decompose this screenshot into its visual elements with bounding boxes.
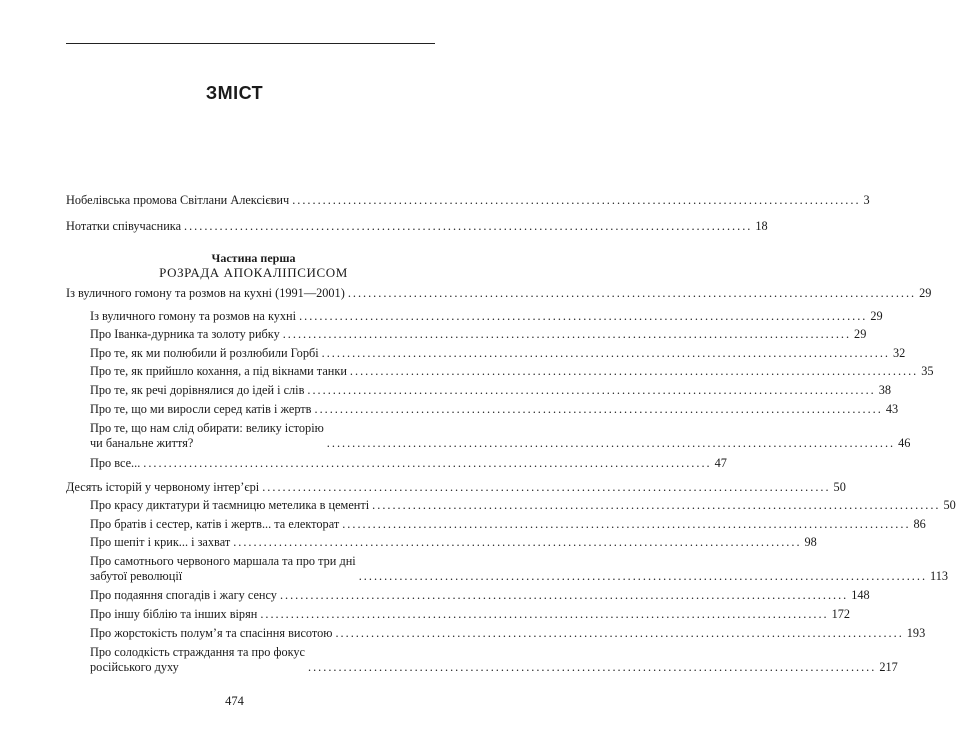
entry-page: 113	[930, 569, 949, 583]
toc-subentry[interactable]	[90, 645, 898, 675]
toc-entry-nobel-speech[interactable]	[66, 193, 870, 208]
toc-subentry[interactable]	[90, 626, 926, 641]
entry-label: Про шепіт і крик... і захват	[90, 535, 231, 549]
leader-dots: ................................................................................................................	[342, 517, 911, 531]
toc-subentry[interactable]	[90, 588, 870, 603]
leader-dots: ................................................................................................................	[307, 383, 876, 397]
entry-label-wrap	[90, 421, 324, 451]
entry-label: Нотатки співучасника	[66, 219, 182, 233]
entry-label: Про подаяння спогадів і жагу сенсу	[90, 588, 277, 602]
entry-page: 50	[943, 498, 956, 512]
leader-dots: ................................................................................................................	[308, 660, 877, 674]
leader-dots: ................................................................................................................	[349, 364, 919, 378]
entry-label: Про те, як ми полюбили й розлюбили Горбі	[90, 346, 319, 360]
entry-page: 29	[919, 286, 932, 300]
leader-dots: ................................................................................................................	[321, 346, 890, 360]
entry-page: 32	[892, 346, 906, 360]
entry-label-wrap	[90, 554, 356, 584]
entry-page: 3	[863, 193, 870, 207]
entry-label: Про іншу біблію та інших вірян	[90, 607, 258, 621]
toc-subentry[interactable]	[90, 554, 949, 584]
entry-page: 46	[898, 436, 911, 450]
entry-page: 50	[833, 480, 846, 494]
entry-page: 172	[831, 607, 851, 621]
toc-subentry[interactable]	[90, 327, 867, 342]
entry-label: Про братів і сестер, катів і жертв... та електорат	[90, 517, 340, 531]
entry-label: Про те, що нам слід обирати: велику історію	[90, 421, 324, 435]
entry-label-line2: забутої революції	[90, 569, 183, 583]
leader-dots: ................................................................................................................	[358, 569, 928, 583]
part-label: Частина перша	[211, 251, 296, 265]
toc-subentry[interactable]	[90, 421, 911, 451]
leader-dots: ................................................................................................................	[143, 456, 712, 470]
toc-subentry[interactable]	[90, 607, 851, 622]
entry-page: 38	[878, 383, 892, 397]
entry-page: 35	[921, 364, 934, 378]
leader-dots: ................................................................................................................	[372, 498, 941, 512]
entry-page: 98	[804, 535, 817, 549]
toc-subentry[interactable]	[90, 402, 899, 417]
toc-subentry[interactable]	[90, 346, 906, 361]
top-rule	[66, 43, 435, 44]
leader-dots: ................................................................................................................	[347, 286, 917, 300]
entry-label: Про красу диктатури й таємницю метелика в цементі	[90, 498, 370, 512]
entry-label: Про жорстокість полум’я та спасіння висотою	[90, 626, 333, 640]
part-title: РОЗРАДА АПОКАЛІПСИСОМ	[159, 265, 348, 280]
leader-dots: ................................................................................................................	[292, 193, 861, 207]
entry-label: Про все...	[90, 456, 141, 470]
leader-dots: ................................................................................................................	[335, 626, 904, 640]
entry-label: Про те, як речі дорівнялися до ідей і слів	[90, 383, 305, 397]
leader-dots: ................................................................................................................	[279, 588, 849, 602]
leader-dots: ................................................................................................................	[326, 436, 896, 450]
page-number: 474	[225, 694, 244, 708]
entry-page: 148	[851, 588, 870, 602]
entry-label: Нобелівська промова Світлани Алексієвич	[66, 193, 290, 207]
leader-dots: ................................................................................................................	[184, 219, 753, 233]
entry-label: Із вуличного гомону та розмов на кухні (1991—2001)	[66, 286, 345, 300]
toc-subentry[interactable]	[90, 309, 883, 324]
entry-label: Із вуличного гомону та розмов на кухні	[90, 309, 297, 323]
toc-subentry[interactable]	[90, 535, 817, 550]
entry-label: Про солодкість страждання та про фокус	[90, 645, 306, 659]
leader-dots: ................................................................................................................	[262, 480, 831, 494]
entry-page: 217	[879, 660, 898, 674]
entry-page: 47	[714, 456, 727, 470]
entry-label-line2: чи банальне життя?	[90, 436, 194, 450]
entry-label: Про те, як прийшло кохання, а під вікнами танки	[90, 364, 347, 378]
leader-dots: ................................................................................................................	[282, 327, 852, 341]
toc-entry-notes[interactable]	[66, 219, 768, 234]
toc-section-ten-stories[interactable]	[66, 480, 846, 495]
entry-page: 29	[870, 309, 883, 323]
entry-label-line2: російського духу	[90, 660, 179, 674]
entry-label: Десять історій у червоному інтер’єрі	[66, 480, 260, 494]
leader-dots: ................................................................................................................	[314, 402, 883, 416]
entry-label-wrap	[90, 645, 305, 675]
entry-page: 18	[755, 219, 768, 233]
leader-dots: ................................................................................................................	[233, 535, 802, 549]
entry-page: 86	[913, 517, 926, 531]
toc-section-street-noise[interactable]	[66, 286, 932, 301]
entry-label: Про Іванка-дурника та золоту рибку	[90, 327, 280, 341]
leader-dots: ................................................................................................................	[260, 607, 829, 621]
toc-subentry[interactable]	[90, 383, 892, 398]
toc-subentry[interactable]	[90, 498, 956, 513]
entry-label: Про те, що ми виросли серед катів і жертв	[90, 402, 312, 416]
toc-title: ЗМІСТ	[205, 83, 264, 103]
entry-label: Про самотнього червоного маршала та про три дні	[90, 554, 356, 568]
entry-page: 29	[854, 327, 867, 341]
toc-subentry[interactable]	[90, 517, 926, 532]
toc-subentry[interactable]	[90, 456, 727, 471]
entry-page: 193	[906, 626, 926, 640]
leader-dots: ................................................................................................................	[299, 309, 868, 323]
entry-page: 43	[885, 402, 899, 416]
toc-subentry[interactable]	[90, 364, 934, 379]
